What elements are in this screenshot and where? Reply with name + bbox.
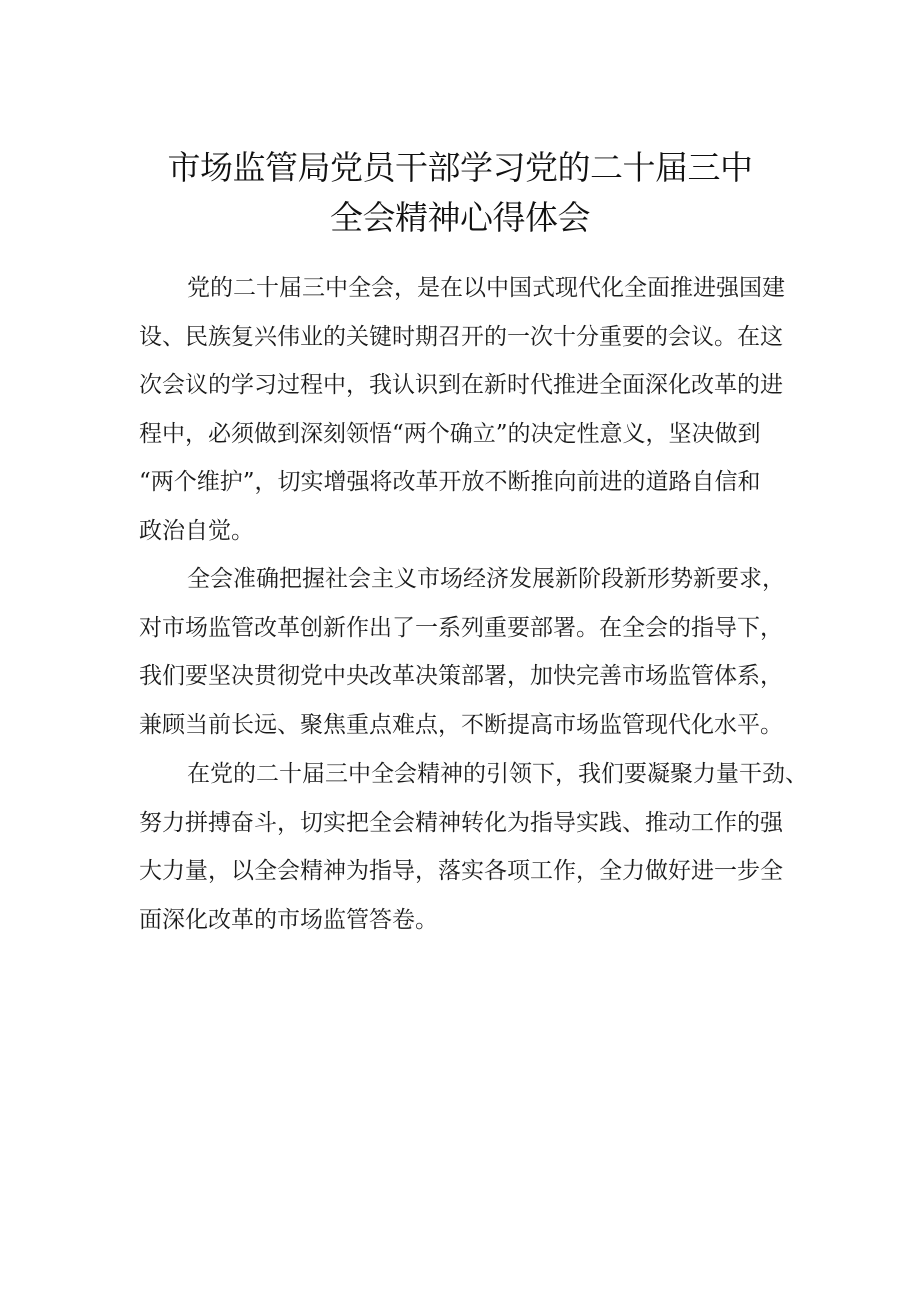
document-title-line-2: 全会精神心得体会 — [330, 198, 590, 237]
paragraph-3-line-4: 面深化改革的市场监管答卷。 — [139, 906, 438, 933]
paragraph-3-line-2: 努力拼搏奋斗，切实把全会精神转化为指导实践、推动工作的强 — [139, 809, 783, 836]
paragraph-1-line-2: 设、民族复兴伟业的关键时期召开的一次十分重要的会议。在这 — [139, 323, 783, 350]
paragraph-2-line-4: 兼顾当前长远、聚焦重点难点，不断提高市场监管现代化水平。 — [139, 711, 783, 738]
paragraph-1-line-6: 政治自觉。 — [139, 517, 254, 544]
paragraph-3-line-1: 在党的二十届三中全会精神的引领下，我们要凝聚力量干劲、 — [187, 761, 808, 787]
paragraph-1-line-3: 次会议的学习过程中，我认识到在新时代推进全面深化改革的进 — [139, 372, 783, 398]
paragraph-1 — [139, 264, 789, 555]
paragraph-3 — [139, 750, 808, 944]
paragraph-1-line-4: 程中，必须做到深刻领悟“两个确立”的决定性意义，坚决做到 — [139, 420, 761, 447]
paragraph-2-line-1: 全会准确把握社会主义市场经济发展新阶段新形势新要求， — [187, 566, 785, 592]
paragraph-2-line-2: 对市场监管改革创新作出了一系列重要部署。在全会的指导下， — [139, 614, 783, 641]
paragraph-2-line-3: 我们要坚决贯彻党中央改革决策部署，加快完善市场监管体系， — [139, 663, 783, 689]
document-title-line-1: 市场监管局党员干部学习党的二十届三中 — [167, 148, 753, 187]
paragraph-1-line-1: 党的二十届三中全会，是在以中国式现代化全面推进强国建 — [187, 275, 785, 301]
paragraph-3-line-3: 大力量，以全会精神为指导，落实各项工作，全力做好进一步全 — [139, 858, 783, 884]
paragraph-2 — [139, 555, 789, 749]
paragraph-1-line-5: “两个维护”，切实增强将改革开放不断推向前进的道路自信和 — [139, 469, 761, 495]
